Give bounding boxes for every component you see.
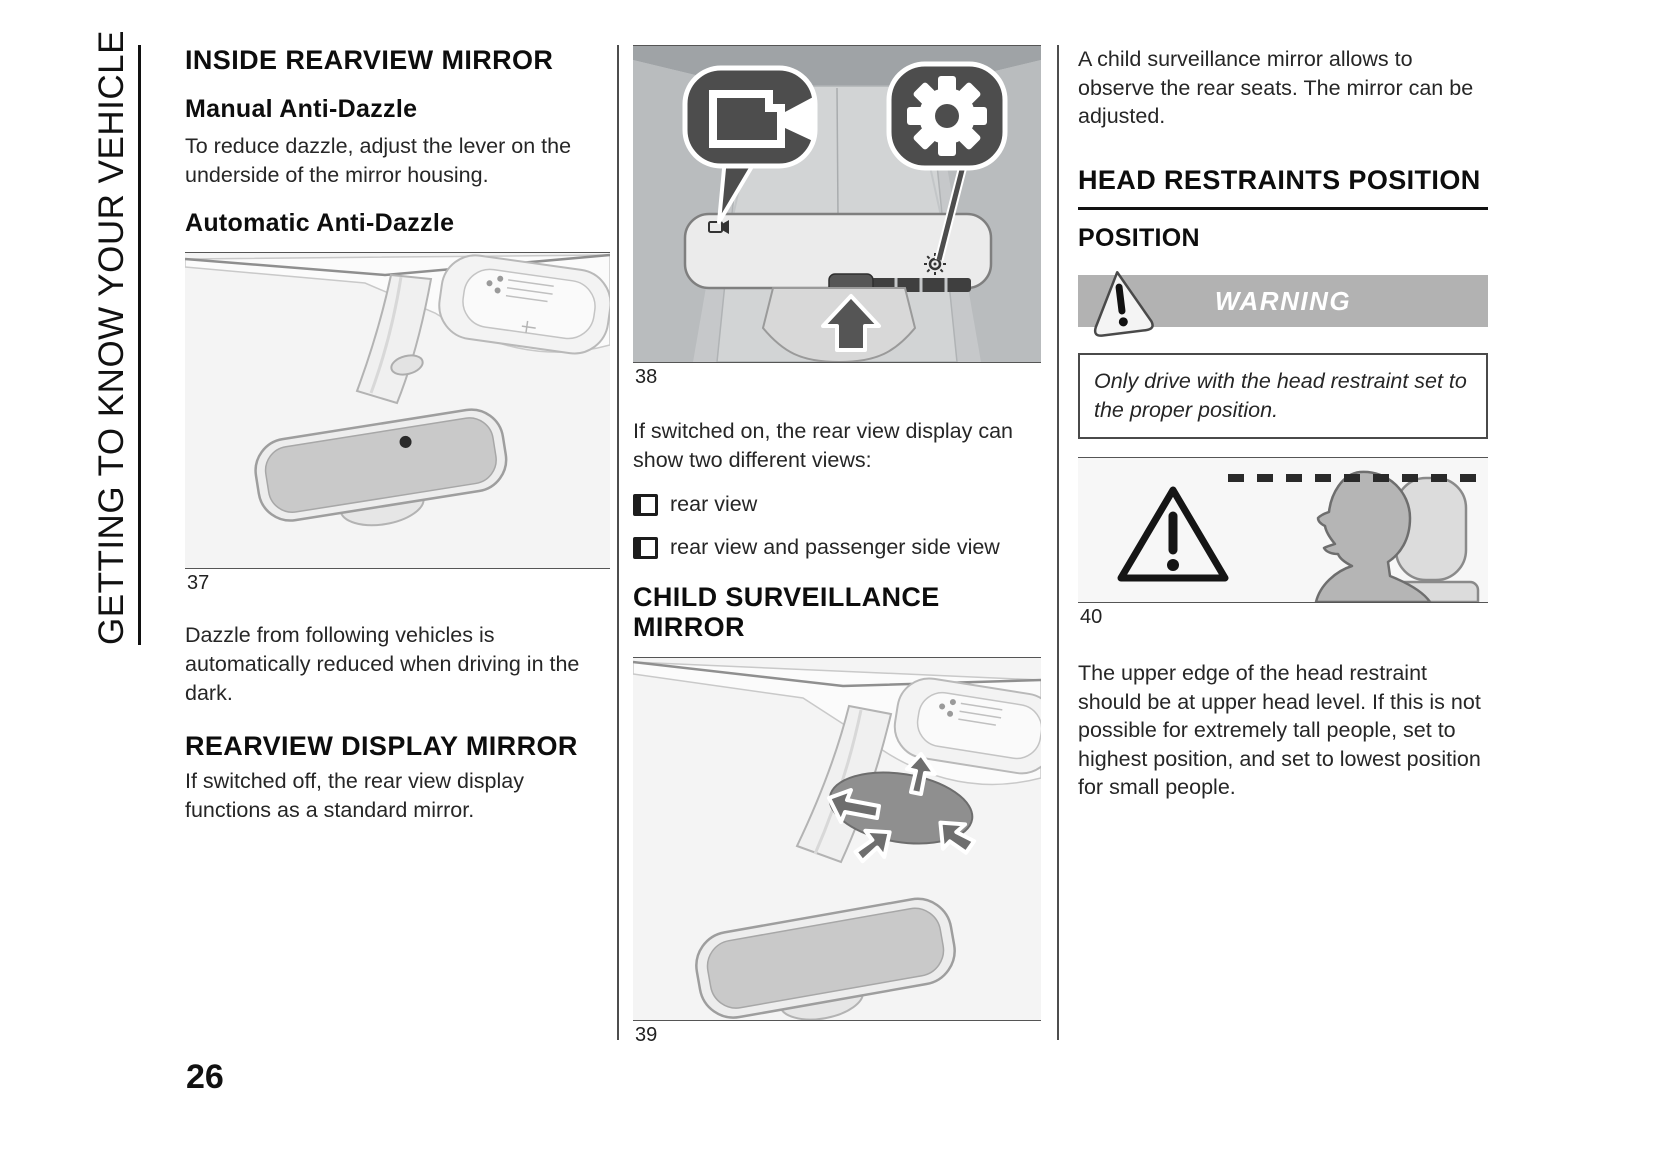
- figure-38: [633, 45, 1041, 389]
- paragraph-rearview-display-mirror: If switched off, the rear view display functions as a standard mirror.: [185, 769, 524, 823]
- square-bullet-icon: [633, 494, 658, 516]
- column-1: [185, 45, 610, 839]
- chapter-sidebar-title: GETTING TO KNOW YOUR VEHICLE: [90, 45, 141, 645]
- subsection-title-manual-anti-dazzle: Manual Anti-Dazzle: [185, 95, 418, 124]
- figure-40: [1078, 457, 1488, 629]
- display-mirror-illustration: [633, 46, 1041, 362]
- column-divider: [1057, 45, 1059, 1040]
- figure-37-caption: 37: [187, 572, 210, 595]
- column-3: [1078, 45, 1488, 816]
- warning-label: WARNING: [1214, 286, 1352, 317]
- figure-38-image: [633, 45, 1041, 363]
- paragraph-child-mirror: A child surveillance mirror allows to observe the rear seats. The mirror can be adjusted.: [1078, 47, 1474, 129]
- bullet-rear-view-passenger: rear view and passenger side view: [670, 535, 1000, 560]
- subsection-title-automatic-anti-dazzle: Automatic Anti-Dazzle: [185, 209, 455, 238]
- figure-40-image: [1078, 457, 1488, 603]
- warning-text-box: Only drive with the head restraint set to the proper position.: [1078, 353, 1488, 439]
- child-mirror-illustration: [633, 658, 1041, 1020]
- column-divider: [617, 45, 619, 1040]
- page-number: 26: [186, 1058, 224, 1096]
- subsection-title-position: POSITION: [1078, 224, 1200, 253]
- figure-37-image: [185, 252, 610, 569]
- section-title-inside-rearview-mirror: INSIDE REARVIEW MIRROR: [185, 45, 554, 75]
- figure-38-caption: 38: [635, 366, 658, 388]
- list-item: [633, 535, 1041, 560]
- section-title-head-restraints-position: HEAD RESTRAINTS POSITION: [1078, 165, 1488, 210]
- list-item: [633, 492, 1041, 517]
- figure-40-caption: 40: [1080, 606, 1103, 629]
- paragraph-switched-on: If switched on, the rear view display can show two different views:: [633, 419, 1014, 472]
- figure-39-caption: 39: [635, 1023, 658, 1046]
- bullet-rear-view: rear view: [670, 492, 758, 517]
- figure-39: [633, 657, 1041, 1047]
- gear-callout-icon: [889, 59, 1005, 172]
- section-title-rearview-display-mirror: REARVIEW DISPLAY MIRROR: [185, 731, 578, 762]
- paragraph-manual-anti-dazzle: To reduce dazzle, adjust the lever on the underside of the mirror housing.: [185, 134, 572, 187]
- figure-39-image: [633, 657, 1041, 1021]
- figure-37: [185, 252, 610, 595]
- section-title-child-surveillance-mirror: CHILD SURVEILLANCE MIRROR: [633, 582, 940, 643]
- warning-banner: [1078, 275, 1488, 327]
- rearview-mirror-illustration: [185, 253, 610, 568]
- column-2: [633, 45, 1041, 1051]
- head-restraint-illustration: [1078, 458, 1488, 602]
- square-bullet-icon: [633, 537, 658, 559]
- paragraph-head-restraint: The upper edge of the head restraint should be at upper head level. If this is not possible for extremely tall people, set to highest position, and set to lowest position for small people.: [1078, 661, 1481, 800]
- paragraph-automatic-anti-dazzle: Dazzle from following vehicles is automatically reduced when driving in the dark.: [185, 623, 580, 705]
